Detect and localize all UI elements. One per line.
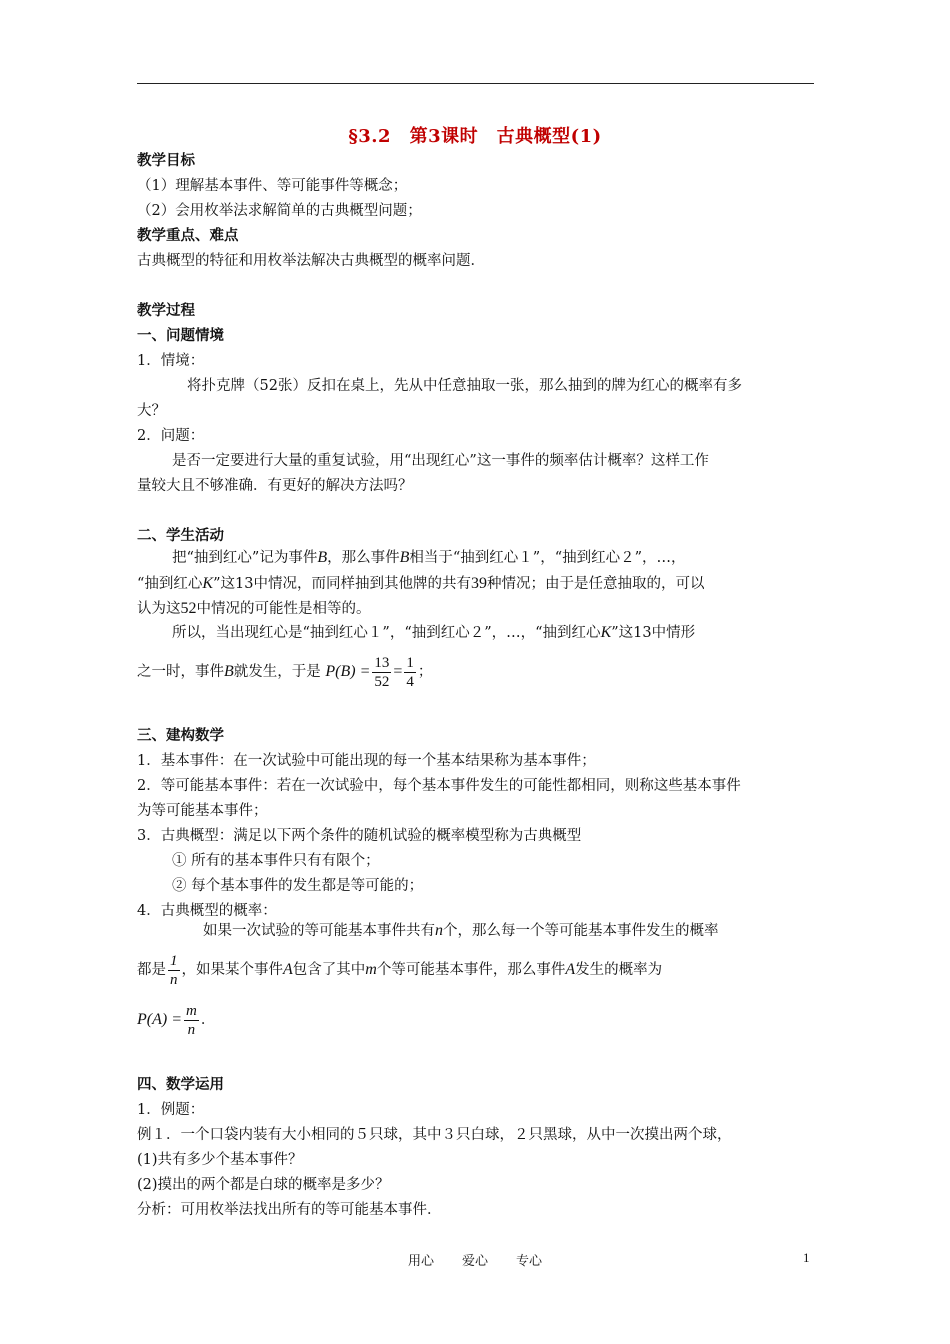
frac-den: n bbox=[187, 1021, 196, 1038]
s3-line-7 bbox=[203, 921, 719, 941]
var-b: B bbox=[317, 549, 328, 566]
period: ． bbox=[200, 1012, 216, 1028]
s2-line-5 bbox=[137, 652, 432, 692]
var-a: A bbox=[283, 961, 293, 978]
goal-2: （2）会用枚举法求解简单的古典概型问题； bbox=[137, 203, 422, 219]
s3-line-9 bbox=[137, 1000, 215, 1040]
s2-l4-a: 所以，当出现红心是“抽到红心１”，“抽到红心２”，…，“抽到红心 bbox=[172, 625, 601, 641]
s3-l8-a: 都是 bbox=[137, 962, 166, 978]
section-2-heading: 二、学生活动 bbox=[137, 527, 224, 544]
s3-line-1: 1．基本事件：在一次试验中可能出现的每一个基本结果称为基本事件； bbox=[137, 753, 596, 769]
s4-line-2: 例１．一个口袋内装有大小相同的５只球，其中３只白球，２只黑球，从中一次摸出两个球， bbox=[137, 1127, 732, 1143]
goal-1: （1）理解基本事件、等可能事件等概念； bbox=[137, 178, 408, 194]
s2-l1-a: 把“抽到红心”记为事件 bbox=[172, 550, 318, 566]
var-b: B bbox=[224, 663, 234, 680]
prob-a-expr: P(A) = bbox=[137, 1011, 182, 1028]
section-3-heading: 三、建构数学 bbox=[137, 727, 224, 744]
s4-line-1: 1．例题： bbox=[137, 1102, 205, 1118]
section-1-heading: 一、问题情境 bbox=[137, 327, 224, 344]
s2-line-1 bbox=[172, 548, 686, 568]
s2-l4-b: ”这13中情形 bbox=[611, 625, 696, 641]
s2-l1-b: ，那么事件 bbox=[327, 550, 400, 566]
page-number: 1 bbox=[803, 1250, 810, 1265]
s3-l8-b: ，如果某个事件 bbox=[181, 962, 283, 978]
fraction-13-52 bbox=[372, 654, 391, 691]
s1-item-1: 1．情境： bbox=[137, 353, 205, 369]
s3-l8-d: 个等可能基本事件，那么事件 bbox=[376, 962, 566, 978]
s1-text-1a: 将扑克牌（52张）反扣在桌上，先从中任意抽取一张，那么抽到的牌为红心的概率有多 bbox=[187, 378, 742, 394]
key-heading: 教学重点、难点 bbox=[137, 227, 239, 244]
s2-l1-c: 相当于“抽到红心１”，“抽到红心２”，…， bbox=[409, 550, 686, 566]
var-n: n bbox=[435, 922, 443, 939]
s3-line-2a: 2．等可能基本事件：若在一次试验中，每个基本事件发生的可能性都相同，则称这些基本事件 bbox=[137, 778, 741, 794]
var-k: K bbox=[202, 575, 214, 592]
s2-line-4 bbox=[172, 623, 695, 643]
frac-num: 1 bbox=[406, 654, 414, 671]
s1-text-2b: 量较大且不够准确．有更好的解决方法吗？ bbox=[137, 478, 413, 494]
s3-line-6: 4．古典概型的概率： bbox=[137, 903, 277, 919]
fraction-1-4 bbox=[404, 654, 416, 691]
footer-word-1: 用心 bbox=[407, 1254, 434, 1269]
frac-num: 1 bbox=[170, 952, 178, 969]
s4-line-4: (2)摸出的两个都是白球的概率是多少？ bbox=[137, 1177, 390, 1193]
page-title: §3.2 第3课时 古典概型(1) bbox=[348, 126, 602, 147]
footer-word-3: 专心 bbox=[516, 1254, 543, 1269]
s2-l2-c: 种情况；由于是任意抽取的，可以 bbox=[486, 576, 705, 592]
s4-line-5: 分析：可用枚举法找出所有的等可能基本事件． bbox=[137, 1202, 442, 1218]
process-heading: 教学过程 bbox=[137, 302, 195, 319]
frac-den: n bbox=[170, 971, 178, 988]
fraction-m-n bbox=[184, 1002, 199, 1039]
s2-l2-a: “抽到红心 bbox=[137, 576, 203, 592]
s3-line-5: ② 每个基本事件的发生都是等可能的； bbox=[172, 878, 424, 894]
key-text: 古典概型的特征和用枚举法解决古典概型的概率问题． bbox=[137, 253, 485, 269]
s2-l3-b: 中情况的可能性是相等的。 bbox=[196, 601, 371, 617]
s3-l8-c: 包含了其中 bbox=[292, 962, 366, 978]
prob-b-expr: P(B) = bbox=[325, 663, 371, 680]
s2-l2-b: ”这13中情况，而同样抽到其他牌的共有 bbox=[213, 576, 471, 592]
s3-l7-a: 如果一次试验的等可能基本事件共有 bbox=[203, 923, 435, 939]
s2-line-3 bbox=[137, 599, 371, 619]
s3-line-2b: 为等可能基本事件； bbox=[137, 803, 268, 819]
s4-line-3: (1)共有多少个基本事件？ bbox=[137, 1152, 303, 1168]
goals-heading: 教学目标 bbox=[137, 152, 195, 169]
s1-text-2a: 是否一定要进行大量的重复试验，用“出现红心”这一事件的频率估计概率？这样工作 bbox=[172, 453, 709, 469]
s2-line-2 bbox=[137, 574, 704, 594]
s1-item-2: 2．问题： bbox=[137, 428, 205, 444]
fraction-1-n bbox=[168, 952, 180, 989]
section-4-heading: 四、数学运用 bbox=[137, 1076, 224, 1093]
semicolon: ； bbox=[417, 664, 433, 680]
equals-sign: = bbox=[393, 663, 403, 680]
header-rule bbox=[137, 83, 814, 84]
s3-line-4: ① 所有的基本事件只有有限个； bbox=[172, 853, 380, 869]
s2-l3-a: 认为这 bbox=[137, 601, 181, 617]
s3-line-8 bbox=[137, 950, 662, 990]
frac-den: 52 bbox=[374, 673, 390, 690]
s3-l7-b: 个，那么每一个等可能基本事件发生的概率 bbox=[443, 923, 719, 939]
frac-den: 4 bbox=[406, 673, 414, 690]
var-m: m bbox=[365, 961, 377, 978]
var-k: K bbox=[600, 624, 612, 641]
s2-l5-b: 就发生，于是 bbox=[233, 664, 321, 680]
s3-line-3: 3．古典概型：满足以下两个条件的随机试验的概率模型称为古典概型 bbox=[137, 828, 582, 844]
frac-num: 13 bbox=[374, 654, 390, 671]
num-39: 39 bbox=[470, 575, 487, 592]
s1-text-1b: 大？ bbox=[137, 403, 166, 419]
s3-l8-e: 发生的概率为 bbox=[575, 962, 663, 978]
var-a: A bbox=[565, 961, 576, 978]
num-52: 52 bbox=[180, 600, 197, 617]
var-b: B bbox=[399, 549, 410, 566]
footer-word-2: 爱心 bbox=[461, 1254, 488, 1269]
s2-l5-a: 之一时，事件 bbox=[137, 664, 224, 680]
frac-num: m bbox=[186, 1002, 197, 1019]
